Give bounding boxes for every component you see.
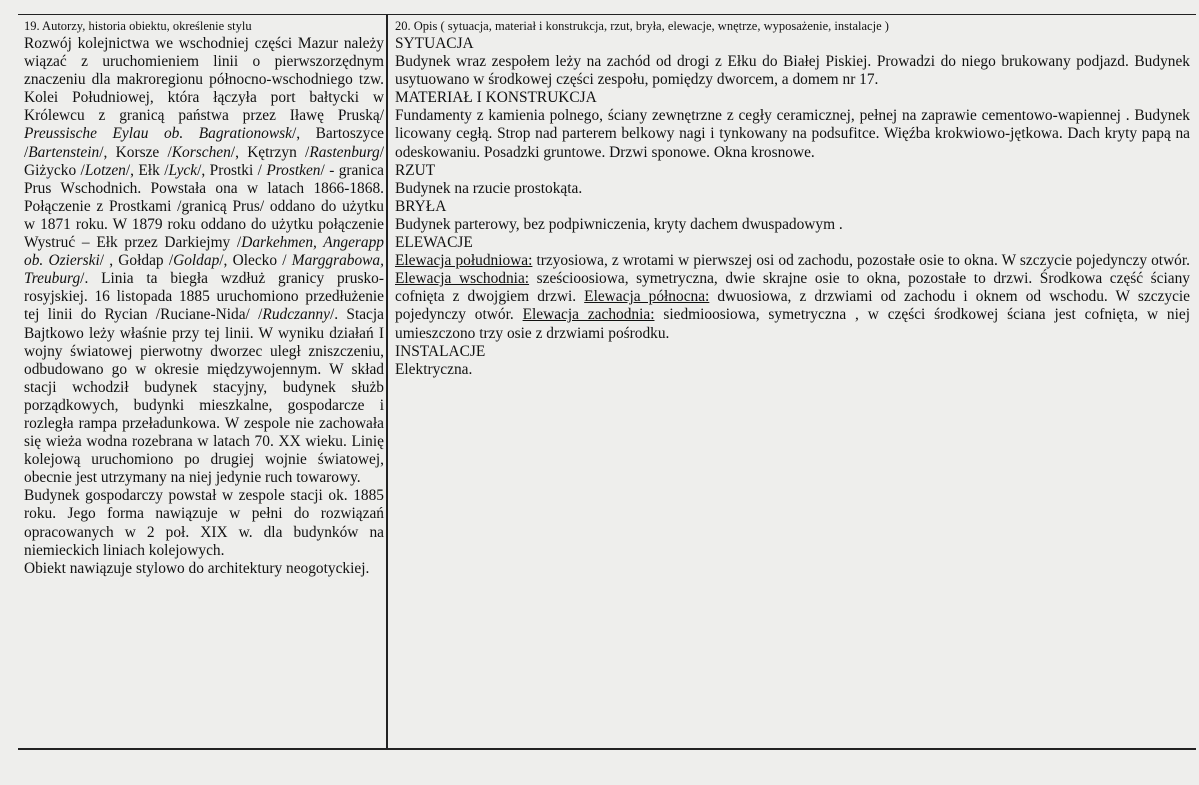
form-sheet [18, 14, 1196, 750]
history-paragraph-2: Budynek gospodarczy powstał w zespole stacji ok. 1885 roku. Jego forma nawiązuje w pełni do rozwiązań opracowanych w 2 poł. XIX w. dla budynków na niemieckich liniach kolejowych. [24, 487, 384, 559]
history-paragraph-1 [24, 35, 384, 487]
section-text [395, 216, 1190, 234]
history-header: 19. Autorzy, historia obiektu, określenie stylu [24, 19, 252, 33]
section-text [395, 53, 1190, 89]
section-text-run: Budynek parterowy, bez podpiwniczenia, kryty dachem dwuspadowym . [395, 215, 843, 233]
history-text-run: /, Prostki / [197, 161, 267, 179]
history-text-run: Rastenburg [309, 143, 380, 161]
section-text-run: Budynek na rzucie prostokąta. [395, 179, 583, 197]
history-text-run: Preussische Eylau ob. Bagrationowsk [24, 125, 292, 143]
section-text-run: Elewacja wschodnia: [395, 270, 530, 288]
section-text [395, 361, 1190, 379]
history-text-run: /, Olecko / [219, 252, 292, 270]
section-title: INSTALACJE [395, 342, 486, 360]
section-text [395, 252, 1190, 342]
section-text-run: siedmioosiowa, symetryczna , w części środkowej ściana jest cofnięta, w niej umieszczono trzy osie z drzwiami pośrodku. [395, 306, 1191, 342]
section-text [395, 107, 1190, 161]
section-text-run: trzyosiowa, z wrotami w pierwszej osi od zachodu, pozostałe osie to okna. W szczycie pojedynczy otwór. [532, 252, 1191, 270]
history-text-run: Marggrabowa, Treuburg [24, 252, 384, 288]
history-paragraph-3: Obiekt nawiązuje stylowo do architektury neogotyckiej. [24, 559, 370, 577]
history-text-run: Korschen [171, 143, 231, 161]
section-title: SYTUACJA [395, 35, 474, 52]
history-text-run: Lotzen [84, 161, 126, 179]
history-text-run: Prostken [266, 161, 321, 179]
history-text-run: /, Bartoszyce / [24, 125, 385, 161]
section-text-run: dwuosiowa, z drzwiami od zachodu i oknem od wschodu. W szczycie pojedynczy otwór. [395, 288, 1191, 324]
section-title: BRYŁA [395, 197, 447, 215]
history-text-run: / , Gołdap / [99, 252, 174, 270]
section-text-run: Elektryczna. [395, 360, 473, 378]
description-sections [395, 35, 1190, 379]
section-text-run: Budynek wraz zespołem leży na zachód od drogi z Ełku do Białej Piskiej. Prowadzi do niego brukowany podjazd. Budynek usytuowano w środkowej części zespołu, pomiędzy dworcem, a domem nr 17. [395, 53, 1190, 89]
section-text-run: Elewacja północna: [584, 288, 710, 306]
section-text [395, 180, 1190, 198]
history-text-run: /, Kętrzyn / [230, 143, 310, 161]
section-title: MATERIAŁ I KONSTRUKCJA [395, 89, 597, 107]
section-text-run: sześcioosiowa, symetryczna, dwie skrajne osie to okna, pozostałe to drzwi. Środkowa część ściany cofnięta z dwojgiem drzwi. [395, 270, 1190, 306]
description-header: 20. Opis ( sytuacja, materiał i konstrukcja, rzut, bryła, elewacje, wnętrze, wyposażenie, instalacje ) [395, 19, 889, 33]
history-text-run: Rozwój kolejnictwa we wschodniej części Mazur należy wiązać z uruchomieniem linii o pierwszorzędnym znaczeniu dla makroregionu północno-wschodniego tzw. Kolei Południowej, która łączyła port bałtycki w Królewcu z granicą państwa przez Iławę Pruską/ [24, 35, 384, 125]
history-text-run: Lyck [168, 161, 198, 179]
history-text-run: /, Ełk / [125, 161, 169, 179]
section-text-run: Elewacja zachodnia: [522, 306, 655, 324]
history-column [24, 17, 384, 578]
history-text-run: Bartenstein [28, 143, 100, 161]
history-text-run: Goldap [173, 252, 220, 270]
column-divider [386, 15, 388, 748]
description-column [395, 17, 1190, 379]
section-text-run: Elewacja południowa: [395, 252, 533, 270]
history-text-run: / - granica Prus Wschodnich. Powstała ona w latach 1866-1868. Połączenie z Prostkami /granicą Prus/ oddano do użytku w 1871 roku. W 1879 roku oddano do użytku połączenie Wystruć – Ełk przez Darkiejmy / [24, 161, 385, 252]
section-title: ELEWACJE [395, 234, 473, 252]
history-text-run: /, Korsze / [99, 143, 172, 161]
history-text-run: /. Stacja Bajtkowo leży właśnie przy tej linii. W wyniku działań I wojny światowej pierwotny dworzec uległ zniszczeniu, odbudowano go w okresie międzywojennym. W skład stacji wchodził budynek stacyjny, budynek służb porządkowych, budynki mieszkalne, gospodarcze i rozległa rampa przeładunkowa. W zespole nie zachowała się wieża wodna rozebrana w latach 70. XX wieku. Linię kolejową uruchomiono po drugiej wojnie światowej, obecnie jest utrzymany na niej jedynie ruch towarowy. [24, 306, 384, 487]
history-text-run: /. Linia ta biegła wzdłuż granicy prusko-rosyjskiej. 16 listopada 1885 uruchomiono przedłużenie tej linii do Rycian /Ruciane-Nida/ / [24, 270, 384, 324]
section-text-run: Fundamenty z kamienia polnego, ściany zewnętrzne z cegły ceramicznej, pełnej na zaprawie cementowo-wapiennej . Budynek licowany cegłą. Strop nad parterem belkowy nagi i tynkowany na podsufitce. Więźba krokwiowo-jętkowa. Dach kryty papą na odeskowaniu. Posadzki gruntowe. Drzwi sponowe. Okna krosnowe. [395, 107, 1190, 161]
history-text-run: / Giżycko / [24, 143, 384, 179]
history-text-run: Rudczanny [262, 306, 330, 324]
history-text-run: Darkehmen, Angerapp ob. Ozierski [24, 234, 384, 270]
section-title: RZUT [395, 161, 436, 179]
